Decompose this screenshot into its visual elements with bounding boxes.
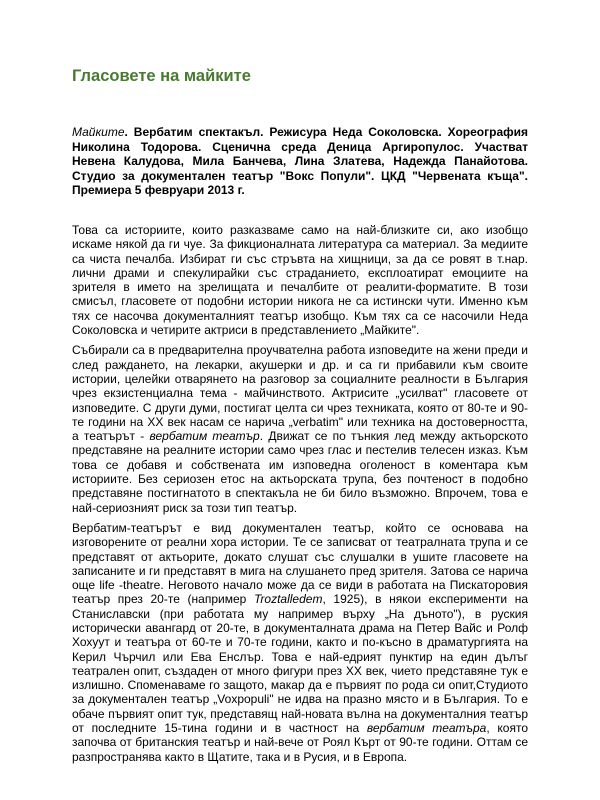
play-title: Майките [72,125,125,139]
paragraph-3-part-2: , 1925), в някои експерименти на Станиславски (при работата му например върху „На дъното"), в руския исторически авангард от 20-те, в документалната драма на Петер Вайс и Ролф Хохуут и театъра от 60-те и 70-те години, както и по-късно в драматургията на Керил Чърчил или Ева Енслър. Това е най-едрият пунктир на един дълъг театрален опит, създаден от много фигури през XX век, чието представяне тук е излишно. Споменаваме го защото, макар да е първият по рода си опит,Студиото за документален театър „Voxpopuli" не идва на празно място и в България. То е обаче първият опит тук, представящ най-новата вълна на документалния театър от последните 15-тина години и в частност на [72,592,528,736]
credits-details: . Вербатим спектакъл. Режисура Неда Соколовска. Хореография Николина Тодорова. Сценична среда Деница Аргиропулос. Участват Невена Калудова, Мила Банчева, Лина Златева, Надежда Панайотова. Студио за документален театър "Вокс Попули". ЦКД "Червената къща". Премиера 5 февруари 2013 г. [72,125,528,198]
paragraph-3-part-1: Вербатим-театърът е вид документален театър, който се основава на изговорените от реални хора истории. Те се записват от театралната трупа и се представят от актьорите, докато слушат със слушалки в ушите гласовете на записаните и ги представят в мига на слушането пред зрителя. Затова се нарича още life -theatre. Неговото начало може да се види в работата на Пискаторовия театър през 20-те (например [72,520,528,607]
article [72,66,528,770]
paragraph-2-italic: вербатим театър [149,429,260,444]
article-body [72,223,528,764]
paragraph-3 [72,521,528,764]
paragraph-3-part-3: , която започва от британския театър и най-вече от Роял Кърт от 90-те години. Оттам се разпространява както в Щатите, така и в Русия, и в Европа. [72,721,529,764]
article-title: Гласовете на майките [72,67,251,85]
paragraph-2-part-2: . Движат се по тънкия лед между актьорското представяне на реалните истории само чрез глас и пестелив телесен изказ. Към това се добавя и собствената им изповедна оголеност в коментара към историите. Без сериозен етос на актьорската трупа, без почтеност в подобно представяне постигнатото в спектакъла не би било възможно. Впрочем, това е най-сериозният риск за този тип театър. [72,429,529,515]
paragraph-3-italic-2: вербатим театъра [366,721,487,736]
paragraph-1: Това са историите, които разказваме само на най-близките си, ако изобщо искаме някой да ги чуе. За фикционалната литература са материал. За медиите са чиста печалба. Избират ги със стръвта на хищници, за да се ровят в т.нар. лични драми и спекулирайки със страданието, експлоатират емоциите на зрителя в името на зрелищата и печалбите от реалити-форматите. В този смисъл, гласовете от подобни истории никога не са истински чути. Именно към тях се насочва документалният театър изобщо. Към тях са се насочили Неда Соколовска и четирите актриси в представлението „Майките". [72,222,528,338]
production-credits [72,125,528,198]
paragraph-2 [72,343,528,515]
paragraph-3-italic-1: Troztalledem [253,592,323,607]
paragraph-2-part-1: Събирали са в предварителна проучвателна работа изповедите на жени преди и след раждането, на лекарки, акушерки и др. и са ги прибавили към своите истории, целейки отварянето на разговор за социалните реалности в България чрез екзистенциална тема - майчинството. Актрисите „усилват" гласовете от изповедите. С други думи, постигат целта си чрез техниката, която от 80-те и 90-те години на XX век насам се нарича „verbatim" или техника на достоверността, а театърът - [72,343,528,444]
